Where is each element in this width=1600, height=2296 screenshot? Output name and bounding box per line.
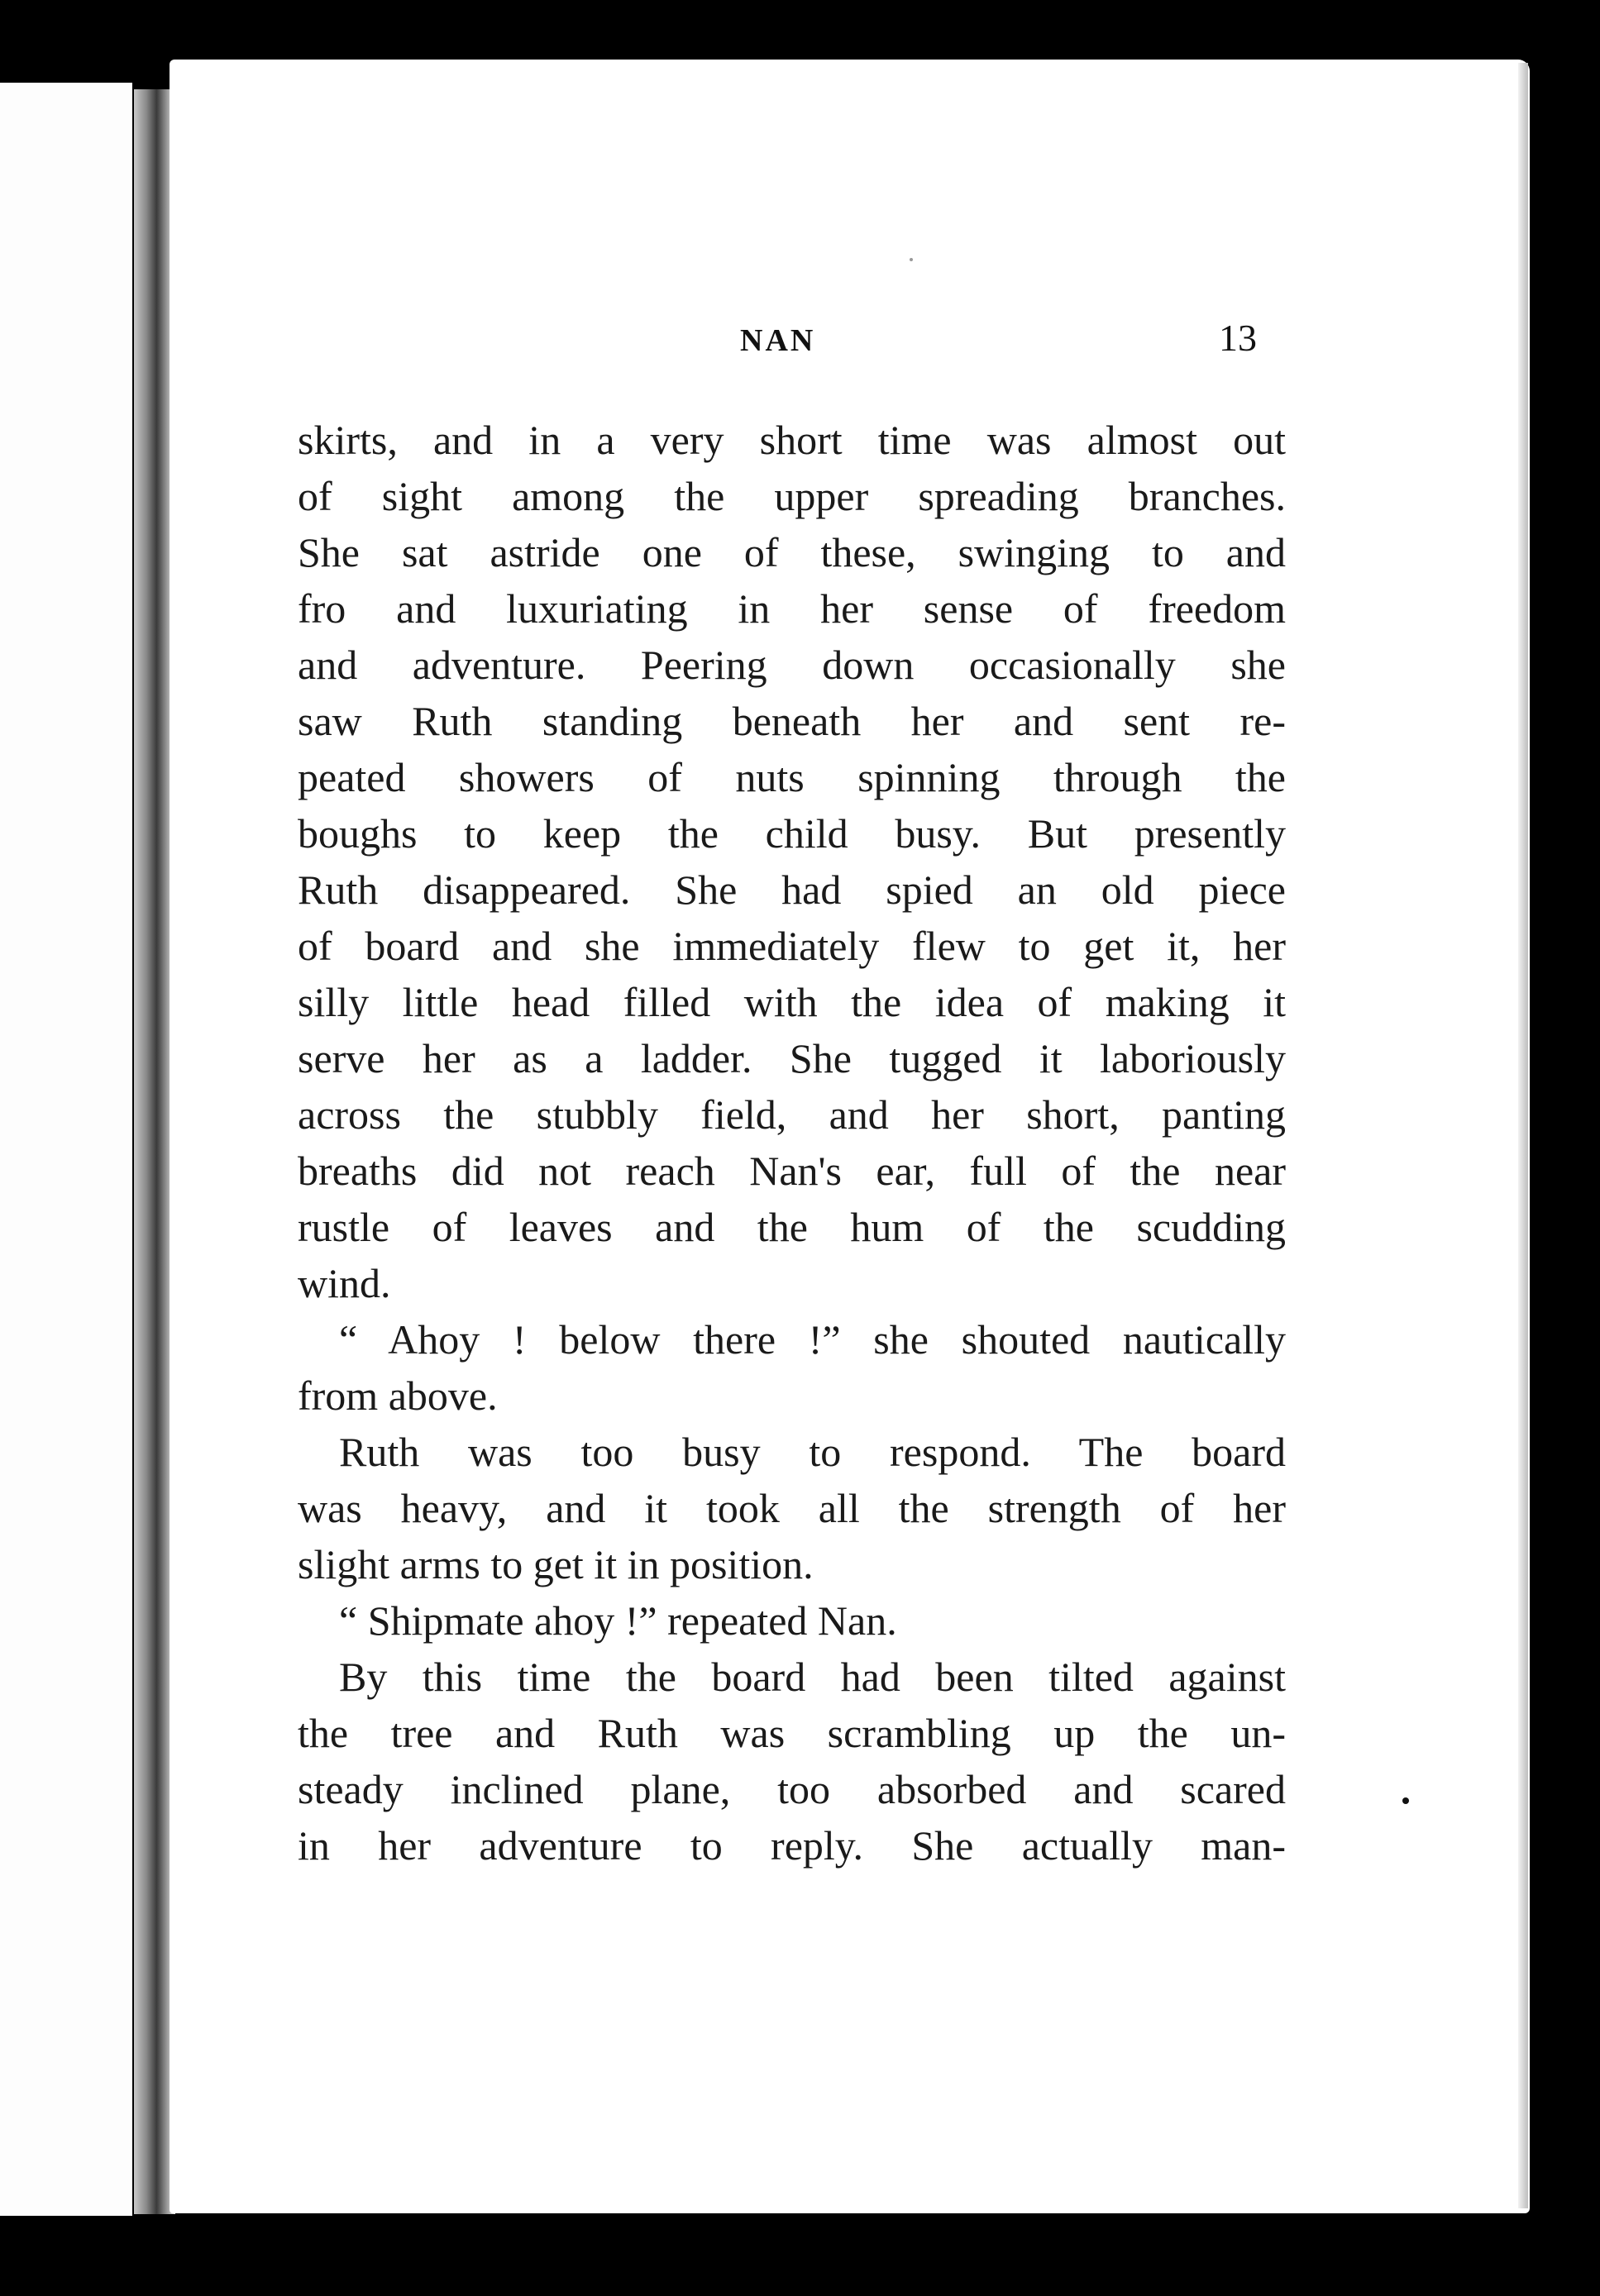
text-line: serve her as a ladder. She tugged it laboriously [298, 1035, 1286, 1081]
speck-mark [910, 258, 913, 261]
text-line: was heavy, and it took all the strength of her [298, 1485, 1286, 1531]
text-line: Ruth disappeared. She had spied an old piece [298, 866, 1286, 913]
text-line: and adventure. Peering down occasionally she [298, 642, 1286, 688]
text-line: of board and she immediately flew to get it, her [298, 923, 1286, 969]
text-line: breaths did not reach Nan's ear, full of the near [298, 1148, 1286, 1194]
text-line: across the stubbly field, and her short, panting [298, 1091, 1286, 1138]
text-line: slight arms to get it in position. [298, 1541, 814, 1587]
text-line: “ Shipmate ahoy !” repeated Nan. [339, 1597, 897, 1644]
text-line: rustle of leaves and the hum of the scudding [298, 1204, 1286, 1250]
text-line: of sight among the upper spreading branches. [298, 473, 1286, 519]
text-line: the tree and Ruth was scrambling up the un- [298, 1710, 1286, 1756]
body-text [298, 412, 1286, 1874]
facing-page-edge [0, 83, 132, 2216]
text-line: skirts, and in a very short time was almost out [298, 417, 1286, 463]
page-header [0, 317, 1600, 364]
text-line: peated showers of nuts spinning through the [298, 754, 1286, 800]
text-line: fro and luxuriating in her sense of freedom [298, 585, 1286, 632]
running-head: NAN [740, 323, 816, 358]
text-line: She sat astride one of these, swinging to and [298, 529, 1286, 575]
speck-mark [1402, 1797, 1409, 1804]
text-line: saw Ruth standing beneath her and sent re- [298, 698, 1286, 744]
text-line: in her adventure to reply. She actually man- [298, 1822, 1286, 1869]
text-line: silly little head filled with the idea of making it [298, 979, 1286, 1025]
text-line: “ Ahoy ! below there !” she shouted nautically [339, 1316, 1286, 1363]
text-line: Ruth was too busy to respond. The board [339, 1429, 1286, 1475]
page-number: 13 [1219, 317, 1257, 359]
text-line: wind. [298, 1260, 391, 1306]
page-edge-shadow [1518, 63, 1528, 2208]
text-line: boughs to keep the child busy. But presently [298, 810, 1286, 857]
text-line: from above. [298, 1372, 498, 1419]
text-line: steady inclined plane, too absorbed and scared [298, 1766, 1286, 1812]
text-line: By this time the board had been tilted against [339, 1654, 1286, 1700]
